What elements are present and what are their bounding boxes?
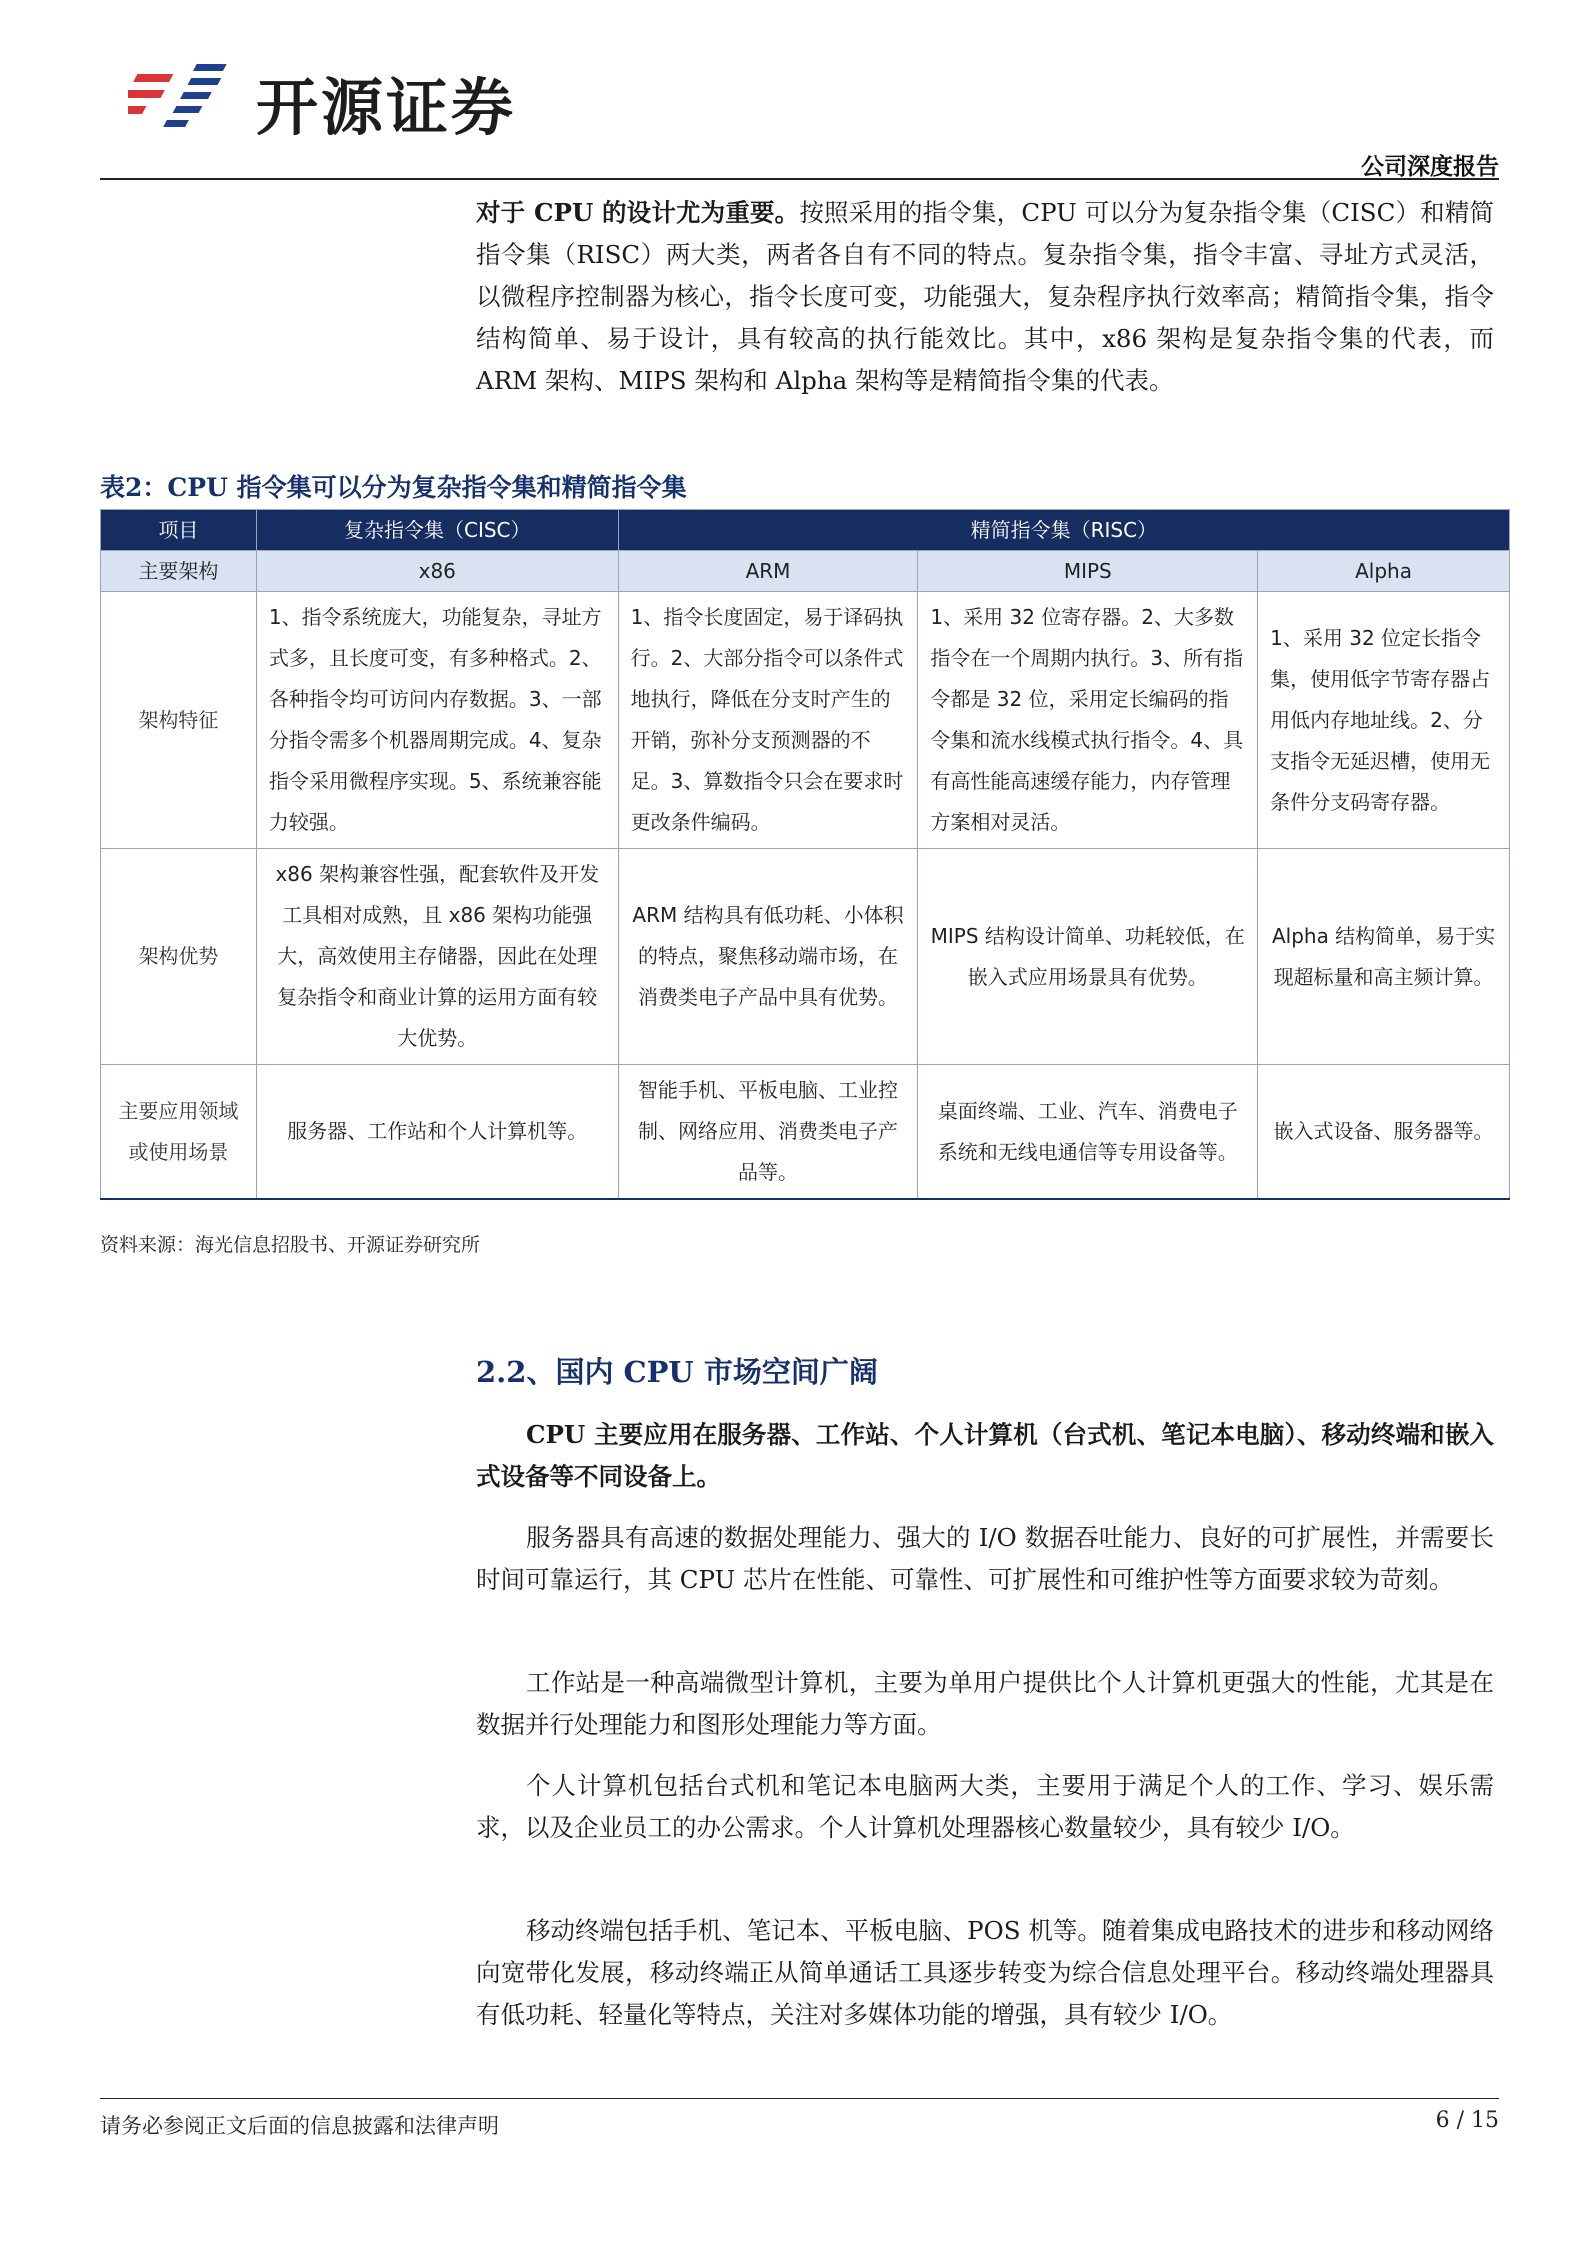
table-row-features — [101, 592, 1510, 849]
intro-paragraph — [476, 192, 1494, 402]
intro-text: 按照采用的指令集，CPU 可以分为复杂指令集（CISC）和精简指令集（RISC）两大类，两者各自有不同的特点。复杂指令集，指令丰富、寻址方式灵活，以微程序控制器为核心，指令长度可变，功能强大，复杂程序执行效率高；精简指令集，指令结构简单、易于设计，具有较高的执行能效比。其中，x86 架构是复杂指令集的代表，而 ARM 架构、MIPS 架构和 Alpha 架构等是精简指令集的代表。 — [476, 198, 1494, 395]
header-risc: 精简指令集（RISC） — [618, 510, 1509, 551]
instruction-set-table — [100, 509, 1510, 1200]
advantages-mips: MIPS 结构设计简单、功耗较低，在嵌入式应用场景具有优势。 — [918, 849, 1258, 1065]
usage-arm: 智能手机、平板电脑、工业控制、网络应用、消费类电子产品等。 — [618, 1065, 918, 1200]
table-row-architectures — [101, 551, 1510, 592]
paragraph-mobile-terminal: 移动终端包括手机、笔记本、平板电脑、POS 机等。随着集成电路技术的进步和移动网络向宽带化发展，移动终端正从简单通话工具逐步转变为综合信息处理平台。移动终端处理器具有低功耗、轻量化等特点，关注对多媒体功能的增强，具有较少 I/O。 — [476, 1916, 1494, 2029]
features-label: 架构特征 — [101, 592, 257, 849]
usage-alpha: 嵌入式设备、服务器等。 — [1258, 1065, 1510, 1200]
usage-x86: 服务器、工作站和个人计算机等。 — [256, 1065, 618, 1200]
usage-label: 主要应用领域或使用场景 — [101, 1065, 257, 1200]
brand-name: 开源证券 — [256, 70, 517, 144]
usage-mips: 桌面终端、工业、汽车、消费电子系统和无线电通信等专用设备等。 — [918, 1065, 1258, 1200]
arch-alpha: Alpha — [1258, 551, 1510, 592]
arch-arm: ARM — [618, 551, 918, 592]
table-header-row — [101, 510, 1510, 551]
intro-lead-bold: 对于 CPU 的设计尤为重要。 — [476, 198, 800, 227]
header-item: 项目 — [101, 510, 257, 551]
arch-label: 主要架构 — [101, 551, 257, 592]
table-source: 资料来源：海光信息招股书、开源证券研究所 — [100, 1234, 481, 1256]
page-number: 6 / 15 — [1435, 2108, 1499, 2133]
header-divider — [100, 178, 1499, 180]
brand-logo — [128, 52, 588, 152]
paragraph-workstation: 工作站是一种高端微型计算机，主要为单用户提供比个人计算机更强大的性能，尤其是在数据并行处理能力和图形处理能力等方面。 — [476, 1668, 1494, 1739]
footer-divider — [100, 2098, 1499, 2099]
brand-mark-icon — [128, 54, 240, 150]
report-type: 公司深度报告 — [1361, 154, 1499, 180]
paragraph-personal-computer: 个人计算机包括台式机和笔记本电脑两大类，主要用于满足个人的工作、学习、娱乐需求，以及企业员工的办公需求。个人计算机处理器核心数量较少，具有较少 I/O。 — [476, 1771, 1494, 1842]
header-cisc: 复杂指令集（CISC） — [256, 510, 618, 551]
table-row-usage — [101, 1065, 1510, 1200]
features-alpha: 1、采用 32 位定长指令集，使用低字节寄存器占用低内存地址线。2、分支指令无延迟槽，使用无条件分支码寄存器。 — [1258, 592, 1510, 849]
section-lead-bold: CPU 主要应用在服务器、工作站、个人计算机（台式机、笔记本电脑）、移动终端和嵌入式设备等不同设备上。 — [476, 1420, 1494, 1491]
advantages-alpha: Alpha 结构简单，易于实现超标量和高主频计算。 — [1258, 849, 1510, 1065]
features-arm: 1、指令长度固定，易于译码执行。2、大部分指令可以条件式地执行，降低在分支时产生的开销，弥补分支预测器的不足。3、算数指令只会在要求时更改条件编码。 — [618, 592, 918, 849]
table-title: 表2：CPU 指令集可以分为复杂指令集和精简指令集 — [100, 473, 687, 502]
advantages-arm: ARM 结构具有低功耗、小体积的特点，聚焦移动端市场，在消费类电子产品中具有优势。 — [618, 849, 918, 1065]
table-row-advantages — [101, 849, 1510, 1065]
section-lead-paragraph — [476, 1414, 1494, 1498]
advantages-label: 架构优势 — [101, 849, 257, 1065]
section-heading: 2.2、国内 CPU 市场空间广阔 — [476, 1355, 878, 1389]
arch-mips: MIPS — [918, 551, 1258, 592]
features-x86: 1、指令系统庞大，功能复杂，寻址方式多，且长度可变，有多种格式。2、各种指令均可访问内存数据。3、一部分指令需多个机器周期完成。4、复杂指令采用微程序实现。5、系统兼容能力较强。 — [256, 592, 618, 849]
arch-x86: x86 — [256, 551, 618, 592]
footer-disclaimer: 请务必参阅正文后面的信息披露和法律声明 — [100, 2114, 499, 2138]
advantages-x86: x86 架构兼容性强，配套软件及开发工具相对成熟，且 x86 架构功能强大，高效使用主存储器，因此在处理复杂指令和商业计算的运用方面有较大优势。 — [256, 849, 618, 1065]
paragraph-server: 服务器具有高速的数据处理能力、强大的 I/O 数据吞吐能力、良好的可扩展性，并需要长时间可靠运行，其 CPU 芯片在性能、可靠性、可扩展性和可维护性等方面要求较为苛刻。 — [476, 1523, 1494, 1594]
features-mips: 1、采用 32 位寄存器。2、大多数指令在一个周期内执行。3、所有指令都是 32 位，采用定长编码的指令集和流水线模式执行指令。4、具有高性能高速缓存能力，内存管理方案相对灵活。 — [918, 592, 1258, 849]
